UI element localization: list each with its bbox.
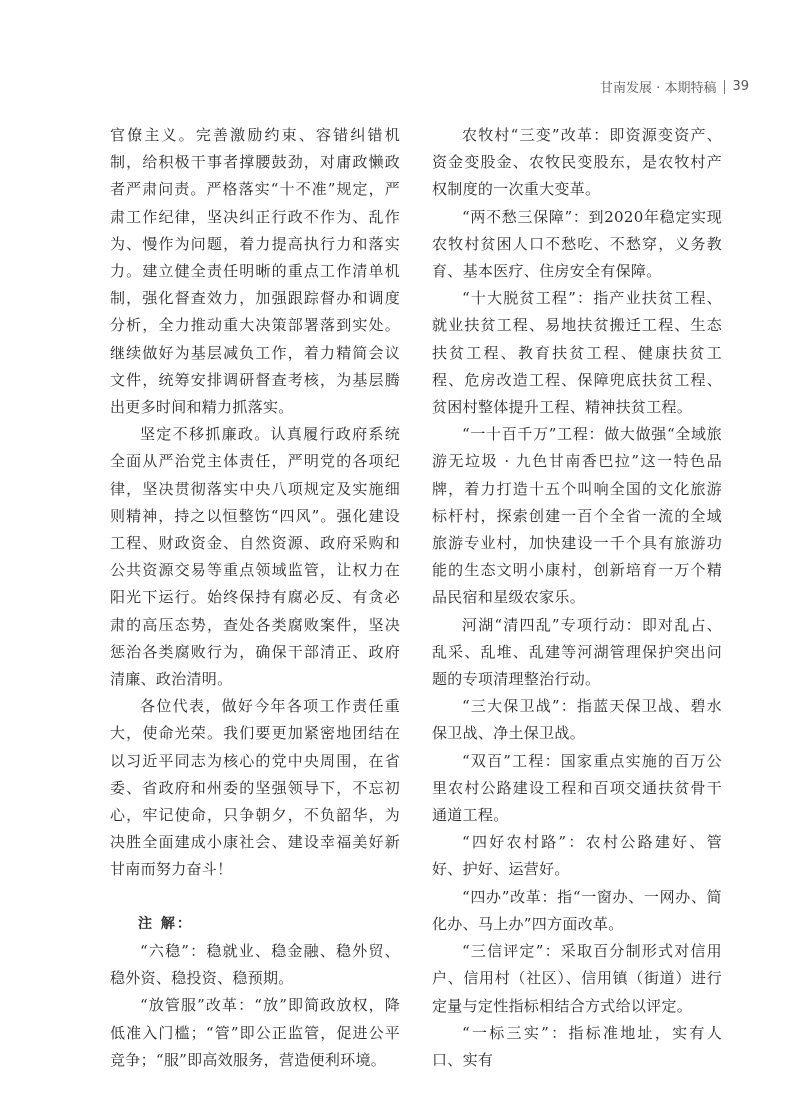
note-paragraph: “一标三实”：指标准地址，实有人口、实有 (432, 1023, 722, 1069)
left-column (110, 122, 400, 1074)
note-paragraph: “双百”工程：国家重点实施的百万公里农村公路建设工程和百项交通扶贫骨干通道工程。 (432, 751, 722, 825)
note-paragraph: “四办”改革：指“一窗办、一网办、简化办、马上办”四方面改革。 (432, 887, 722, 933)
note-paragraph: 农牧村“三变”改革：即资源变资产、资金变股金、农牧民变股东，是农牧村产权制度的一次重大变革。 (432, 126, 722, 199)
note-paragraph: “一十百千万”工程：做大做强“全域旅游无垃圾 · 九色甘南香巴拉”这一特色品牌，着力打造十五个叫响全国的文化旅游标杆村，探索创建一百个全省一流的全域旅游专业村，加快建设一千个具有旅游功能的生态文明小康村，创新培育一万个精品民宿和星级农家乐。 (432, 425, 722, 607)
right-column (432, 122, 722, 1074)
page-number: 39 (732, 79, 749, 94)
note-paragraph: “十大脱贫工程”：指产业扶贫工程、就业扶贫工程、易地扶贫搬迁工程、生态扶贫工程、教育扶贫工程、健康扶贫工程、危房改造工程、保障兜底扶贫工程、贫困村整体提升工程、精神扶贫工程。 (432, 289, 722, 417)
note-paragraph: “三大保卫战”：指蓝天保卫战、碧水保卫战、净土保卫战。 (432, 697, 722, 743)
note-paragraph: “六稳”：稳就业、稳金融、稳外贸、稳外资、稳投资、稳预期。 (110, 941, 400, 988)
note-paragraph: “四好农村路”：农村公路建好、管好、护好、运营好。 (432, 833, 722, 879)
note-paragraph: “两不愁三保障”：到2020年稳定实现农牧村贫困人口不愁吃、不愁穿，义务教育、基本医疗、住房安全有保障。 (432, 207, 722, 281)
body-paragraph: 官僚主义。完善激励约束、容错纠错机制，给积极干事者撑腰鼓劲，对庸政懒政者严肃问责。严格落实“十不准”规定，严肃工作纪律，坚决纠正行政不作为、乱作为、慢作为问题，着力提高执行力和落实力。建立健全责任明晰的重点工作清单机制，强化督查效力，加强跟踪督办和调度分析，全力推动重大决策部署落到实处。继续做好为基层减负工作，着力精简会议文件，统筹安排调研督查考核，为基层腾出更多时间和精力抓落实。 (110, 126, 400, 417)
body-paragraph: 坚定不移抓廉政。认真履行政府系统全面从严治党主体责任，严明党的各项纪律，坚决贯彻落实中央八项规定及实施细则精神，持之以恒整饬“四风”。强化建设工程、财政资金、自然资源、政府采购和公共资源交易等重点领域监管，让权力在阳光下运行。始终保持有腐必反、有贪必肃的高压态势，查处各类腐败案件，坚决惩治各类腐败行为，确保干部清正、政府清廉、政治清明。 (110, 425, 400, 689)
running-header (600, 77, 749, 96)
header-divider (724, 80, 725, 94)
note-paragraph: “三信评定”：采取百分制形式对信用户、信用村（社区）、信用镇（街道）进行定量与定性指标相结合方式给以评定。 (432, 942, 722, 1015)
notes-heading: 注 解： (138, 915, 193, 932)
body-paragraph: 各位代表，做好今年各项工作责任重大，使命光荣。我们要更加紧密地团结在以习近平同志为核心的党中央周围，在省委、省政府和州委的坚强领导下，不忘初心，牢记使命，只争朝夕，不负韶华，为决胜全面建成小康社会、建设幸福美好新甘南而努力奋斗！ (110, 697, 400, 879)
header-title: 甘南发展 · 本期特稿 (600, 81, 717, 96)
note-paragraph: “放管服”改革：“放”即简政放权，降低准入门槛；“管”即公正监管，促进公平竞争；“服”即高效服务，营造便利环境。 (110, 996, 400, 1069)
note-paragraph: 河湖“清四乱”专项行动：即对乱占、乱采、乱堆、乱建等河湖管理保护突出问题的专项清理整治行动。 (432, 615, 722, 689)
